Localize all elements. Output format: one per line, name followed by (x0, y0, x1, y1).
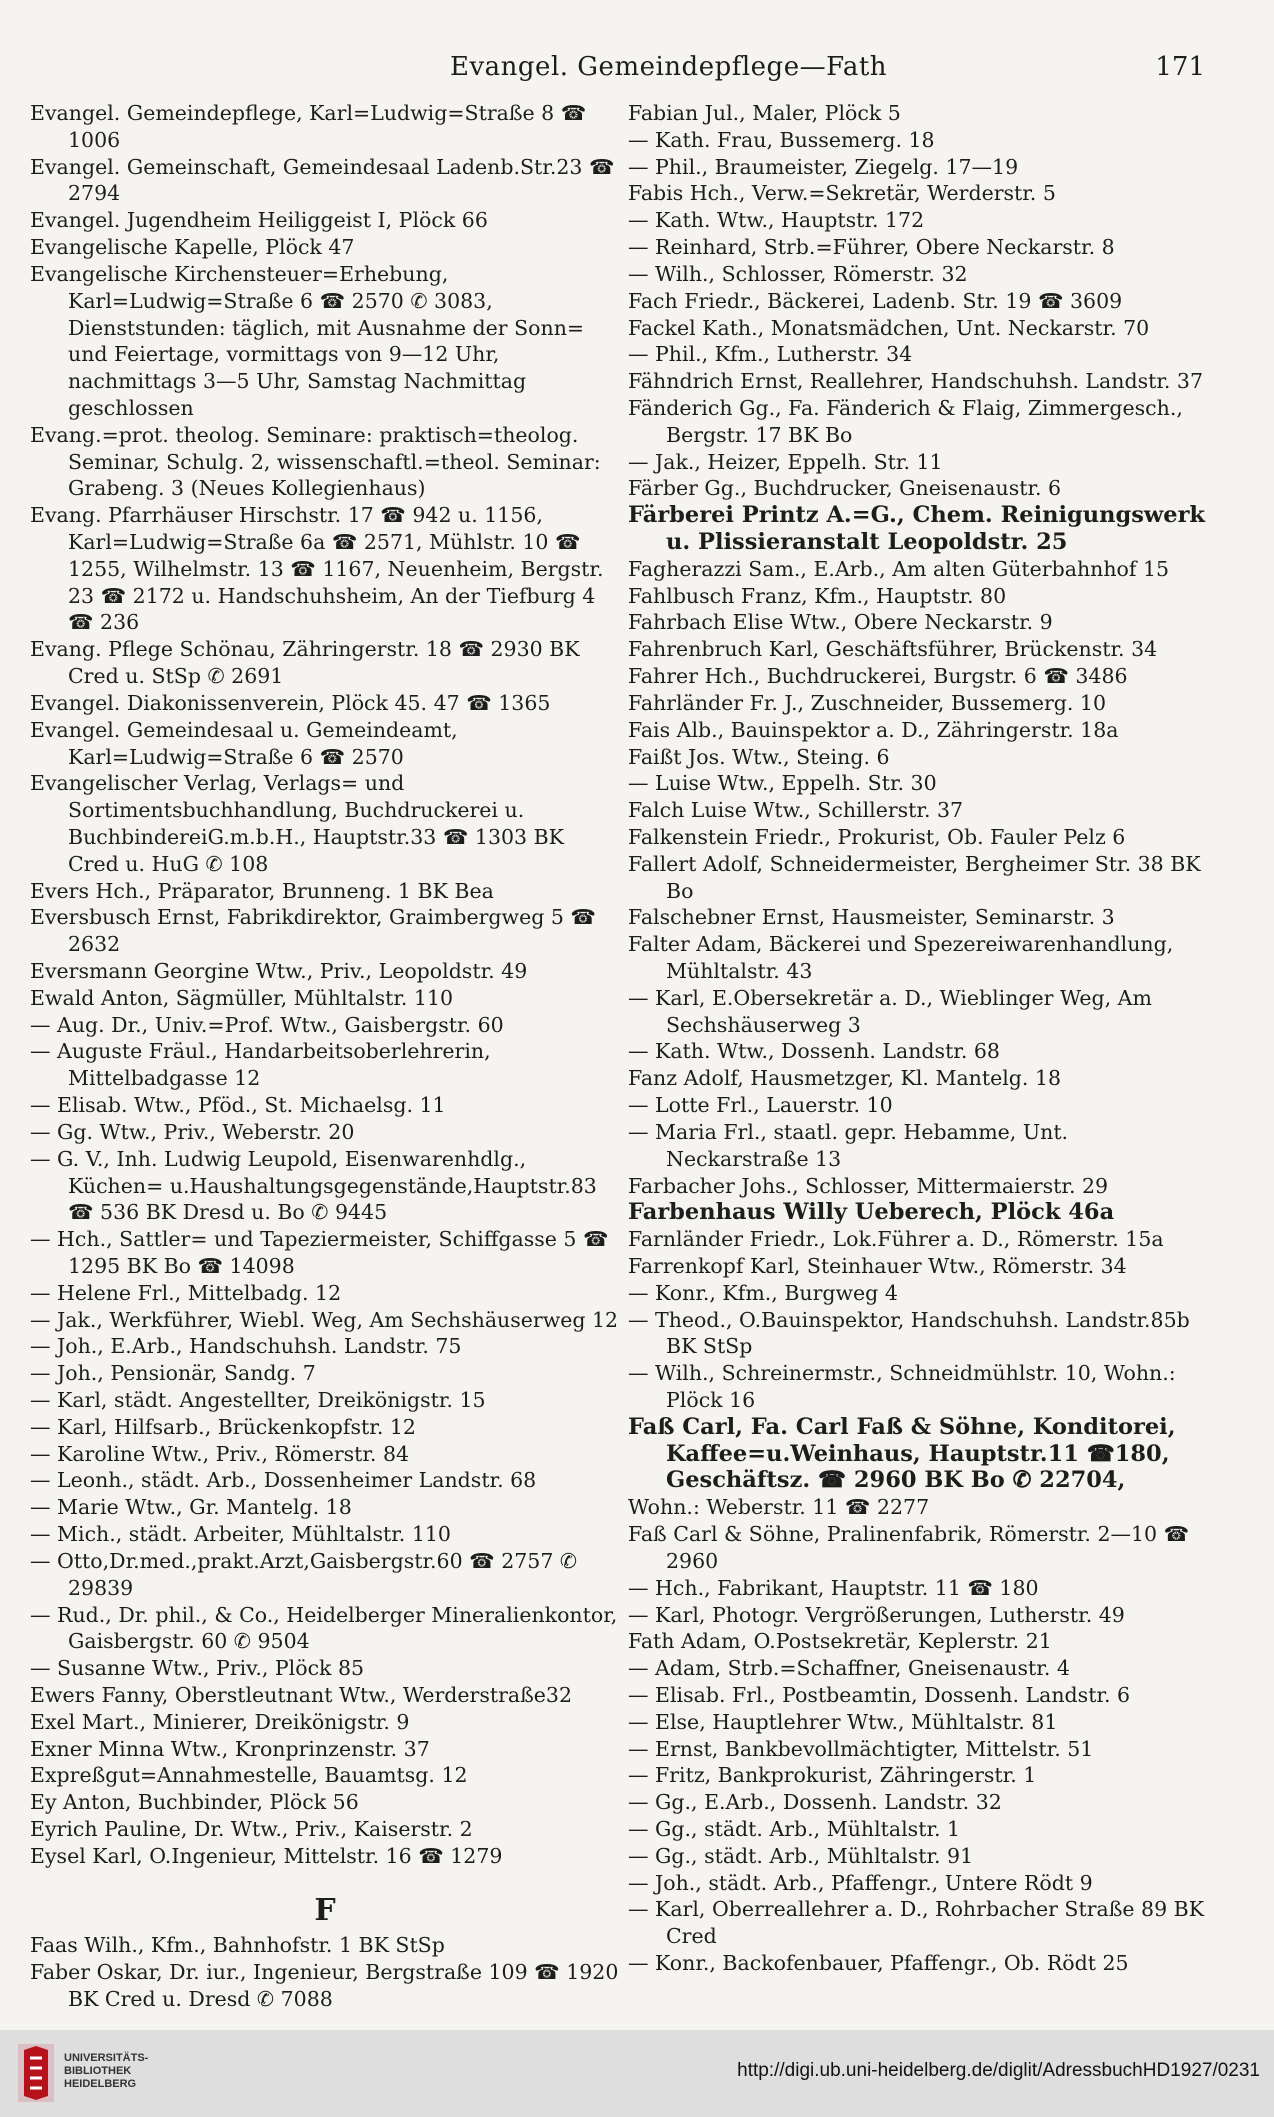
directory-entry: Farrenkopf Karl, Steinhauer Wtw., Römerstr. 34 (628, 1253, 1127, 1278)
directory-entry: — Gg., städt. Arb., Mühltalstr. 1 (628, 1817, 961, 1841)
directory-entry: Faß Carl & Söhne, Pralinenfabrik, Römerstr. 2—10 ☎ 2960 (628, 1522, 1190, 1573)
directory-entry: — Konr., Kfm., Burgweg 4 (628, 1280, 898, 1305)
directory-entry: — Kath. Wtw., Dossenh. Landstr. 68 (628, 1039, 1000, 1064)
right-column (628, 100, 1208, 1977)
directory-entry: — Else, Hauptlehrer Wtw., Mühltalstr. 81 (628, 1709, 1058, 1734)
directory-entry: Exner Minna Wtw., Kronprinzenstr. 37 (30, 1736, 430, 1761)
directory-entry: — Karl, Oberreallehrer a. D., Rohrbacher Straße 89 BK Cred (628, 1897, 1205, 1949)
directory-entry: Fanz Adolf, Hausmetzger, Kl. Mantelg. 18 (628, 1066, 1062, 1091)
directory-entry: — Hch., Sattler= und Tapeziermeister, Schiffgasse 5 ☎ 1295 BK Bo ☎ 14098 (30, 1227, 609, 1278)
directory-entry: Falch Luise Wtw., Schillerstr. 37 (628, 798, 964, 823)
directory-entry: — Joh., Pensionär, Sandg. 7 (30, 1361, 316, 1386)
directory-entry: Farbacher Johs., Schlosser, Mittermaierstr. 29 (628, 1173, 1109, 1198)
directory-entry: — Leonh., städt. Arb., Dossenheimer Landstr. 68 (30, 1468, 537, 1493)
directory-entry: — G. V., Inh. Ludwig Leupold, Eisenwarenhdlg., Küchen= u.Haushaltungsgegenstände,Hauptstr.83 ☎ 536 BK Dresd u. Bo ✆ 9445 (30, 1146, 597, 1225)
directory-entry: Fahrländer Fr. J., Zuschneider, Bussemerg. 10 (628, 690, 1107, 715)
directory-entry: Evangel. Gemeindesaal u. Gemeindeamt, Karl=Ludwig=Straße 6 ☎ 2570 (30, 717, 458, 769)
directory-entry: Fackel Kath., Monatsmädchen, Unt. Neckarstr. 70 (628, 315, 1150, 340)
directory-entry: — Karl, städt. Angestellter, Dreikönigstr. 15 (30, 1388, 486, 1412)
directory-entry: — Jak., Heizer, Eppelh. Str. 11 (628, 449, 943, 474)
directory-entry: — Joh., E.Arb., Handschuhsh. Landstr. 75 (30, 1334, 462, 1359)
directory-entry: Ewald Anton, Sägmüller, Mühltalstr. 110 (30, 985, 454, 1010)
directory-entry: Evangel. Diakonissenverein, Plöck 45. 47 ☎ 1365 (30, 690, 551, 715)
directory-entry: Fänderich Gg., Fa. Fänderich & Flaig, Zimmergesch., Bergstr. 17 BK Bo (628, 395, 1183, 447)
directory-entry: Fagherazzi Sam., E.Arb., Am alten Güterbahnhof 15 (628, 556, 1170, 581)
library-logo-text: UNIVERSITÄTS- BIBLIOTHEK HEIDELBERG (64, 2052, 149, 2090)
directory-entry: Fahrer Hch., Buchdruckerei, Burgstr. 6 ☎ 3486 (628, 664, 1128, 689)
directory-entry: — Karl, E.Obersekretär a. D., Wieblinger Weg, Am Sechshäuserweg 3 (628, 985, 1152, 1037)
directory-entry: Faißt Jos. Wtw., Steing. 6 (628, 744, 890, 769)
directory-entry: — Fritz, Bankprokurist, Zähringerstr. 1 (628, 1763, 1037, 1788)
directory-entry: Falkenstein Friedr., Prokurist, Ob. Fauler Pelz 6 (628, 824, 1126, 849)
directory-entry: Fahrenbruch Karl, Geschäftsführer, Brückenstr. 34 (628, 637, 1158, 662)
directory-entry: Farnländer Friedr., Lok.Führer a. D., Römerstr. 15a (628, 1227, 1164, 1252)
directory-entry: Evangel. Gemeinschaft, Gemeindesaal Ladenb.Str.23 ☎ 2794 (30, 154, 615, 206)
directory-entry: Evangelische Kapelle, Plöck 47 (30, 235, 355, 260)
library-logo-icon (16, 2042, 56, 2104)
directory-entry: — Adam, Strb.=Schaffner, Gneisenaustr. 4 (628, 1656, 1070, 1681)
directory-entry: Fath Adam, O.Postsekretär, Keplerstr. 21 (628, 1629, 1052, 1654)
directory-entry: Evangel. Jugendheim Heiliggeist I, Plöck 66 (30, 208, 488, 233)
directory-entry: — Kath. Frau, Bussemerg. 18 (628, 127, 935, 152)
bold-entry: Färberei Printz A.=G., Chem. Reinigungswerk u. Plissieranstalt Leopoldstr. 25 (628, 502, 1206, 555)
directory-entry: — Otto,Dr.med.,prakt.Arzt,Gaisbergstr.60 ☎ 2757 ✆ 29839 (30, 1548, 578, 1600)
directory-entry: Fais Alb., Bauinspektor a. D., Zähringerstr. 18a (628, 717, 1119, 742)
directory-entry: — Kath. Wtw., Hauptstr. 172 (628, 208, 925, 233)
directory-entry: Fallert Adolf, Schneidermeister, Bergheimer Str. 38 BK Bo (628, 851, 1201, 903)
directory-entry: Färber Gg., Buchdrucker, Gneisenaustr. 6 (628, 476, 1062, 501)
directory-entry: Fahrbach Elise Wtw., Obere Neckarstr. 9 (628, 610, 1053, 635)
directory-entry: Faber Oskar, Dr. iur., Ingenieur, Bergstraße 109 ☎ 1920 BK Cred u. Dresd ✆ 7088 (30, 1960, 619, 2012)
directory-entry: Evang. Pfarrhäuser Hirschstr. 17 ☎ 942 u. 1156, Karl=Ludwig=Straße 6a ☎ 2571, Mühlstr. 10 ☎ 1255, Wilhelmstr. 13 ☎ 1167, Neuenheim, Bergstr. 23 ☎ 2172 u. Handschuhsheim, An der Tiefburg 4 ☎ 236 (30, 503, 604, 635)
directory-entry: Evangelischer Verlag, Verlags= und Sortimentsbuchhandlung, Buchdruckerei u. BuchbindereiG.m.b.H., Hauptstr.33 ☎ 1303 BK Cred u. HuG ✆ 108 (30, 771, 564, 876)
directory-entry: Falter Adam, Bäckerei und Spezereiwarenhandlung, Mühltalstr. 43 (628, 932, 1174, 983)
directory-entry: Faas Wilh., Kfm., Bahnhofstr. 1 BK StSp (30, 1933, 445, 1958)
directory-entry: — Karoline Wtw., Priv., Römerstr. 84 (30, 1441, 410, 1466)
directory-entry: Fahlbusch Franz, Kfm., Hauptstr. 80 (628, 583, 1007, 608)
directory-entry: — Aug. Dr., Univ.=Prof. Wtw., Gaisbergstr. 60 (30, 1012, 504, 1037)
directory-entry: Eversbusch Ernst, Fabrikdirektor, Graimbergweg 5 ☎ 2632 (30, 905, 596, 957)
footer-bar (0, 2030, 1274, 2117)
directory-entry: Fähndrich Ernst, Reallehrer, Handschuhsh. Landstr. 37 (628, 369, 1204, 394)
directory-entry: — Maria Frl., staatl. gepr. Hebamme, Unt. Neckarstraße 13 (628, 1119, 1069, 1171)
directory-entry: Fach Friedr., Bäckerei, Ladenb. Str. 19 ☎ 3609 (628, 288, 1123, 313)
directory-entry: — Theod., O.Bauinspektor, Handschuhsh. Landstr.85b BK StSp (628, 1307, 1190, 1359)
directory-entry: — Lotte Frl., Lauerstr. 10 (628, 1093, 893, 1118)
directory-entry: Falschebner Ernst, Hausmeister, Seminarstr. 3 (628, 905, 1115, 930)
directory-entry: Evangelische Kirchensteuer=Erhebung, Karl=Ludwig=Straße 6 ☎ 2570 ✆ 3083, Dienststunden: täglich, mit Ausnahme der Sonn= und Feiertage, vormittags von 9—12 Uhr, nachmittags 3—5 Uhr, Samstag Nachmittag geschlossen (30, 261, 585, 420)
directory-entry: — Luise Wtw., Eppelh. Str. 30 (628, 771, 937, 796)
directory-entry: — Elisab. Wtw., Pföd., St. Michaelsg. 11 (30, 1093, 446, 1118)
directory-entry: Eysel Karl, O.Ingenieur, Mittelstr. 16 ☎ 1279 (30, 1843, 503, 1868)
directory-entry: Fabian Jul., Maler, Plöck 5 (628, 101, 901, 125)
directory-entry: — Helene Frl., Mittelbadg. 12 (30, 1280, 342, 1305)
directory-entry: — Joh., städt. Arb., Pfaffengr., Untere Rödt 9 (628, 1870, 1093, 1895)
directory-entry: — Auguste Fräul., Handarbeitsoberlehrerin, Mittelbadgasse 12 (30, 1039, 491, 1091)
bold-entry: Farbenhaus Willy Ueberech, Plöck 46a (628, 1199, 1115, 1226)
directory-entry: — Rud., Dr. phil., & Co., Heidelberger Mineralienkontor, Gaisbergstr. 60 ✆ 9504 (30, 1602, 618, 1654)
left-column (30, 100, 620, 2013)
page-number: 171 (1155, 52, 1205, 82)
directory-entry: Ey Anton, Buchbinder, Plöck 56 (30, 1790, 359, 1815)
directory-entry: Eversmann Georgine Wtw., Priv., Leopoldstr. 49 (30, 959, 528, 983)
directory-entry: — Karl, Hilfsarb., Brückenkopfstr. 12 (30, 1414, 416, 1439)
directory-entry: — Gg., E.Arb., Dossenh. Landstr. 32 (628, 1790, 1002, 1815)
directory-entry: — Gg., städt. Arb., Mühltalstr. 91 (628, 1843, 974, 1868)
directory-entry: Eyrich Pauline, Dr. Wtw., Priv., Kaiserstr. 2 (30, 1817, 473, 1841)
directory-entry: — Gg. Wtw., Priv., Weberstr. 20 (30, 1119, 355, 1144)
directory-entry: Evers Hch., Präparator, Brunneng. 1 BK Bea (30, 878, 494, 903)
directory-entry: Exel Mart., Minierer, Dreikönigstr. 9 (30, 1709, 410, 1734)
directory-entry: — Reinhard, Strb.=Führer, Obere Neckarstr. 8 (628, 235, 1115, 260)
directory-entry: Evang.=prot. theolog. Seminare: praktisch=theolog. Seminar, Schulg. 2, wissenschaftl.=theol. Seminar: Grabeng. 3 (Neues Kollegienhaus) (30, 422, 601, 501)
directory-entry: — Karl, Photogr. Vergrößerungen, Lutherstr. 49 (628, 1602, 1125, 1627)
source-url-link[interactable]: http://digi.ub.uni-heidelberg.de/diglit/AdressbuchHD1927/0231 (737, 2060, 1260, 2081)
directory-entry: — Hch., Fabrikant, Hauptstr. 11 ☎ 180 (628, 1575, 1039, 1600)
directory-entry: Expreßgut=Annahmestelle, Bauamtsg. 12 (30, 1763, 468, 1788)
directory-entry: — Phil., Kfm., Lutherstr. 34 (628, 342, 913, 367)
directory-entry: Evang. Pflege Schönau, Zähringerstr. 18 ☎ 2930 BK Cred u. StSp ✆ 2691 (30, 637, 580, 689)
page-header (30, 52, 1205, 92)
directory-entry: — Elisab. Frl., Postbeamtin, Dossenh. Landstr. 6 (628, 1682, 1131, 1707)
directory-entry: — Susanne Wtw., Priv., Plöck 85 (30, 1656, 365, 1681)
directory-entry: Ewers Fanny, Oberstleutnant Wtw., Werderstraße32 (30, 1682, 573, 1707)
section-letter-heading: F (314, 1892, 336, 1928)
directory-entry: — Ernst, Bankbevollmächtigter, Mittelstr. 51 (628, 1736, 1094, 1761)
directory-entry: — Konr., Backofenbauer, Pfaffengr., Ob. Rödt 25 (628, 1951, 1129, 1976)
directory-entry: — Marie Wtw., Gr. Mantelg. 18 (30, 1495, 352, 1520)
bold-entry: Faß Carl, Fa. Carl Faß & Söhne, Konditorei, Kaffee=u.Weinhaus, Hauptstr.11 ☎180, Geschäftsz. ☎ 2960 BK Bo ✆ 22704, (628, 1413, 1176, 1494)
running-title: Evangel. Gemeindepflege—Fath (450, 52, 888, 82)
directory-entry: — Wilh., Schreinermstr., Schneidmühlstr. 10, Wohn.: Plöck 16 (628, 1361, 1176, 1412)
directory-entry: Wohn.: Weberstr. 11 ☎ 2277 (628, 1495, 930, 1520)
directory-entry: Evangel. Gemeindepflege, Karl=Ludwig=Straße 8 ☎ 1006 (30, 101, 587, 152)
directory-entry: — Jak., Werkführer, Wiebl. Weg, Am Sechshäuserweg 12 (30, 1307, 619, 1332)
directory-entry: — Mich., städt. Arbeiter, Mühltalstr. 110 (30, 1522, 451, 1547)
directory-entry: Fabis Hch., Verw.=Sekretär, Werderstr. 5 (628, 181, 1056, 206)
directory-entry: — Phil., Braumeister, Ziegelg. 17—19 (628, 154, 1019, 179)
directory-entry: — Wilh., Schlosser, Römerstr. 32 (628, 261, 968, 286)
